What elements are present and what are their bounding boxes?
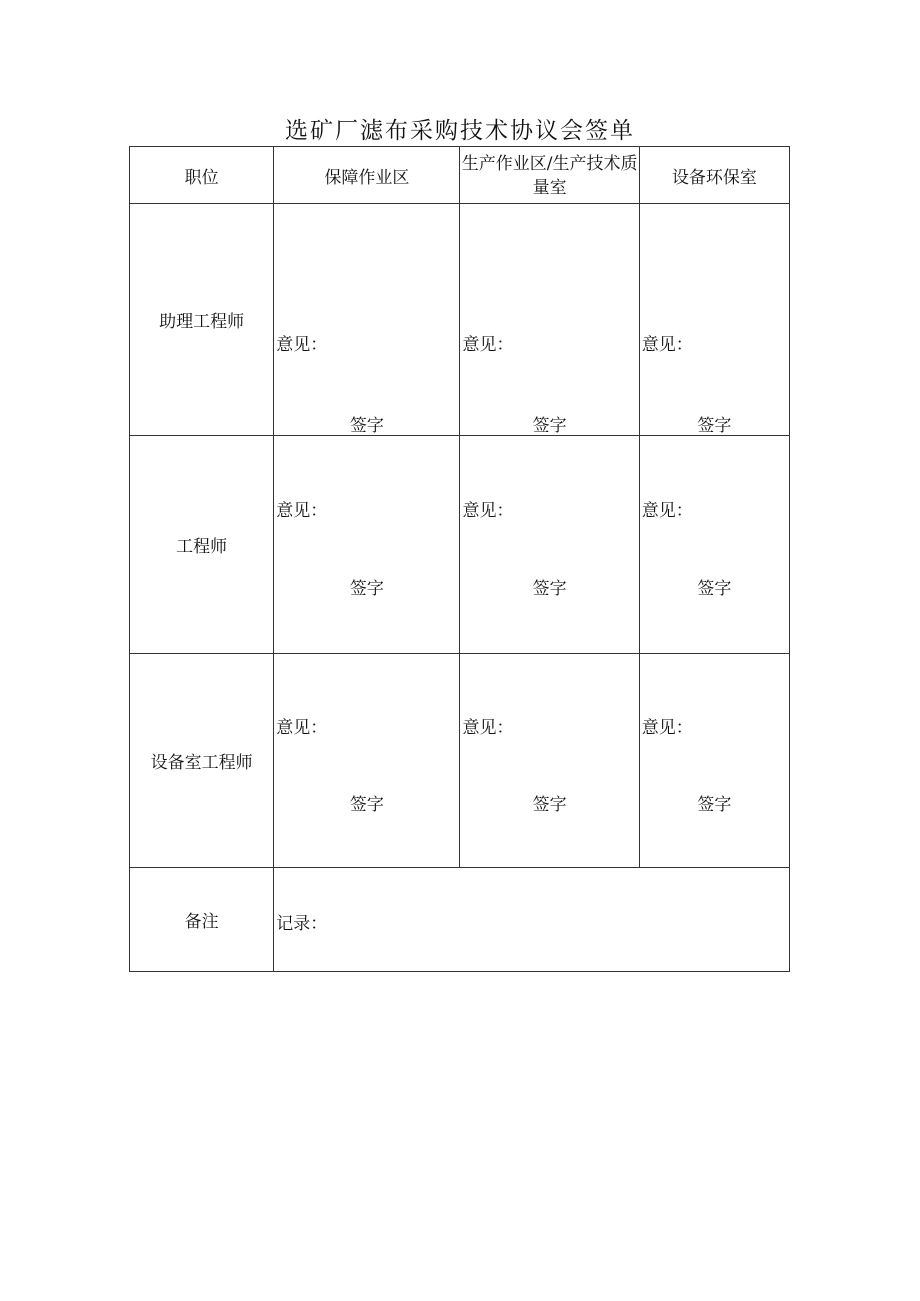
opinion-label: 意见： <box>276 501 328 521</box>
signoff-cell[interactable] <box>639 204 789 436</box>
opinion-label: 意见： <box>462 718 514 738</box>
table-row <box>130 436 790 654</box>
opinion-label: 意见： <box>276 718 328 738</box>
opinion-label: 意见： <box>641 335 693 355</box>
signoff-cell[interactable] <box>639 436 789 654</box>
role-label: 助理工程师 <box>130 204 274 436</box>
opinion-label: 意见： <box>641 501 693 521</box>
remarks-row <box>130 868 790 972</box>
signature-label: 签字 <box>697 416 732 436</box>
signoff-cell[interactable] <box>274 436 460 654</box>
header-maintenance-area: 保障作业区 <box>274 147 460 204</box>
header-production-label: 生产作业区/生产技术质量室 <box>461 154 638 198</box>
signoff-cell[interactable] <box>639 654 789 868</box>
signature-label: 签字 <box>349 795 384 815</box>
signature-label: 签字 <box>532 579 567 599</box>
role-label: 工程师 <box>130 436 274 654</box>
header-row <box>130 147 790 204</box>
opinion-label: 意见： <box>462 501 514 521</box>
document-title: 选矿厂滤布采购技术协议会签单 <box>285 118 635 144</box>
role-label: 设备室工程师 <box>130 654 274 868</box>
signoff-table <box>129 146 790 972</box>
signature-label: 签字 <box>697 579 732 599</box>
record-label: 记录： <box>276 914 328 934</box>
signature-label: 签字 <box>532 795 567 815</box>
remarks-record-cell[interactable] <box>274 868 790 972</box>
header-production-area <box>460 147 639 204</box>
signature-label: 签字 <box>697 795 732 815</box>
header-equipment-env-office: 设备环保室 <box>639 147 789 204</box>
opinion-label: 意见： <box>641 718 693 738</box>
signoff-cell[interactable] <box>460 204 639 436</box>
table-row <box>130 654 790 868</box>
signoff-cell[interactable] <box>274 654 460 868</box>
signoff-cell[interactable] <box>460 654 639 868</box>
signoff-cell[interactable] <box>274 204 460 436</box>
signoff-cell[interactable] <box>460 436 639 654</box>
signature-label: 签字 <box>349 416 384 436</box>
signature-label: 签字 <box>532 416 567 436</box>
signature-label: 签字 <box>349 579 384 599</box>
opinion-label: 意见： <box>462 335 514 355</box>
opinion-label: 意见： <box>276 335 328 355</box>
header-position: 职位 <box>130 147 274 204</box>
remarks-label: 备注 <box>130 868 274 972</box>
table-row <box>130 204 790 436</box>
